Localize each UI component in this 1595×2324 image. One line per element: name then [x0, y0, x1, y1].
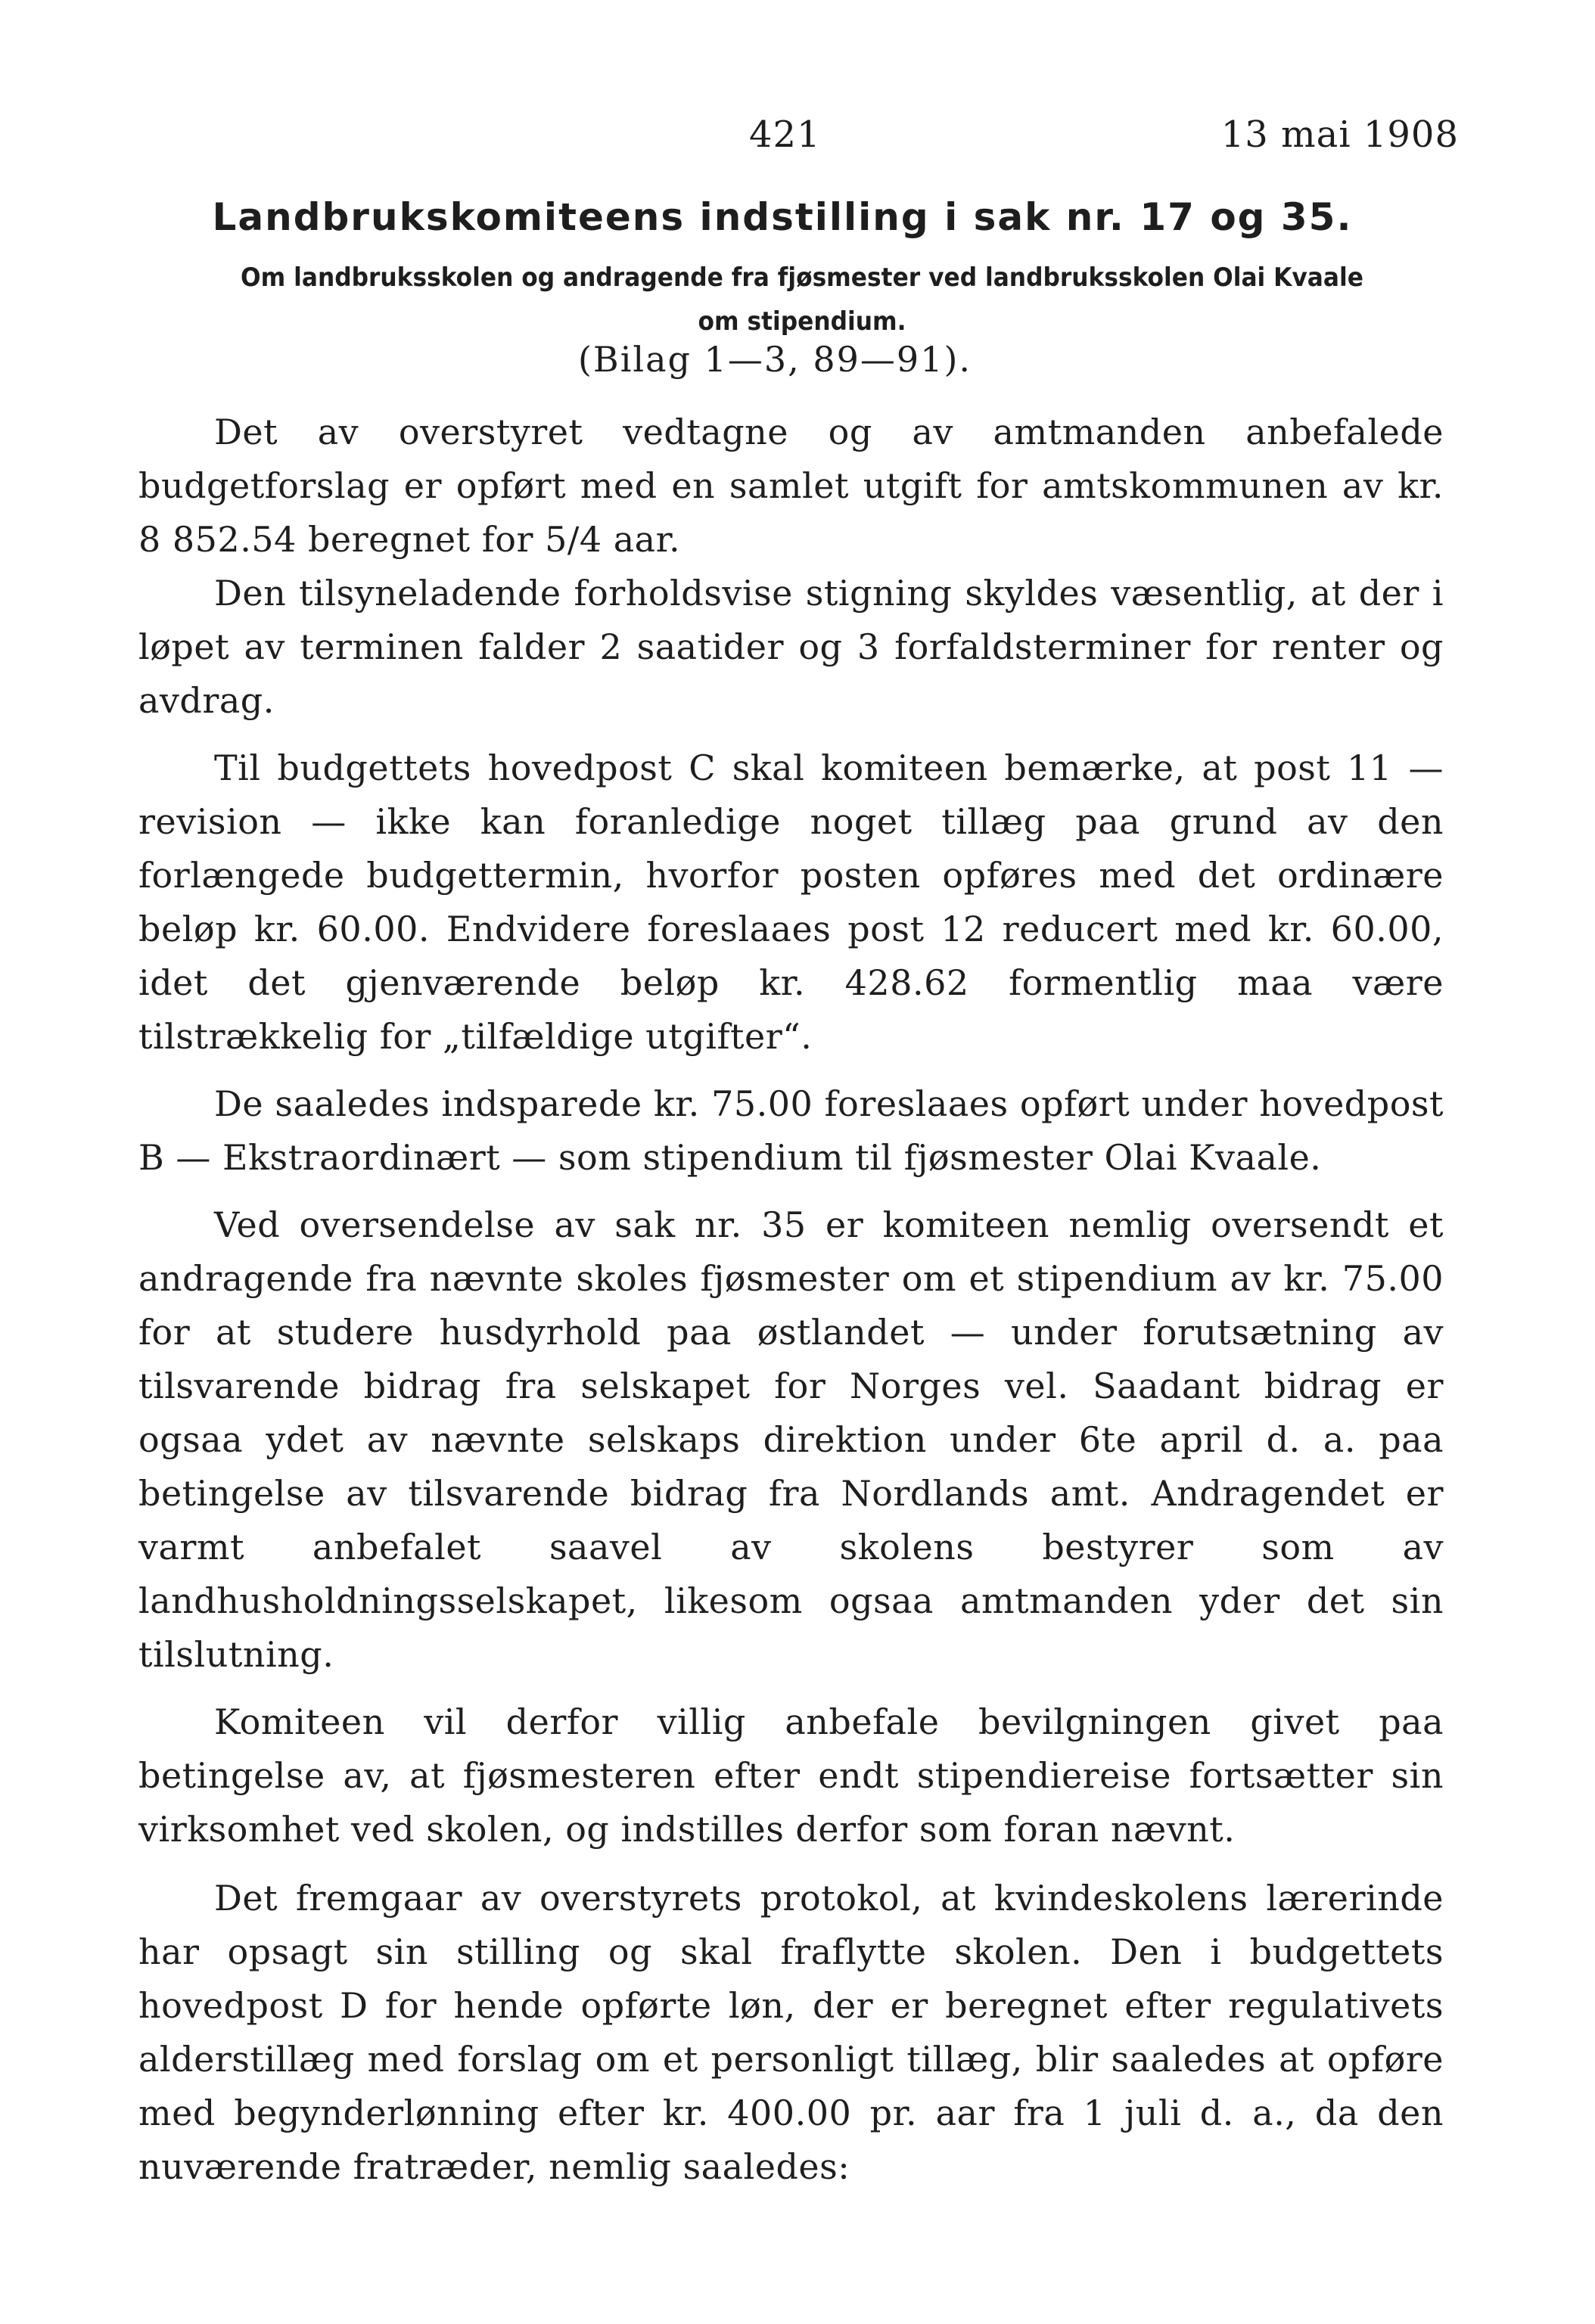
page-header — [0, 113, 1595, 174]
paragraph-post-c: Til budgettets hovedpost C skal komiteen bemærke, at post 11 — revision — ikke kan foranledige noget tillæg paa grund av den forlængede budgettermin, hvorfor posten opføres med det ordinære beløp kr. 60.00. Endvidere foreslaaes post 12 reducert med kr. 60.00, idet det gjenværende beløp kr. 428.62 formentlig maa være tilstrækkelig for „tilfældige utgifter“. — [138, 747, 1444, 1057]
body-text — [138, 405, 1444, 2194]
page-number: 421 — [749, 113, 821, 156]
paragraph-increase: Den tilsyneladende forholdsvise stigning skyldes væsentlig, at der i løpet av terminen falder 2 saatider og 3 forfaldsterminer for renter og avdrag. — [138, 573, 1444, 721]
document-title: Landbrukskomiteens indstilling i sak nr. 17 og 35. — [212, 195, 1353, 239]
paragraph-application: Ved oversendelse av sak nr. 35 er komiteen nemlig oversendt et andragende fra nævnte skoles fjøsmester om et stipendium av kr. 75.00 for at studere husdyrhold paa østlandet — under forutsætning av tilsvarende bidrag fra selskapet for Norges vel. Saadant bidrag er ogsaa ydet av nævnte selskaps direktion under 6te april d. a. paa betingelse av tilsvarende bidrag fra Nordlands amt. Andragendet er varmt anbefalet saavel av skolens bestyrer som av landhusholdningsselskapet, likesom ogsaa amtmanden yder det sin tilslutning. — [138, 1204, 1444, 1675]
paragraph-savings: De saaledes indsparede kr. 75.00 foreslaaes opført under hovedpost B — Ekstraordinært — som stipendium til fjøsmester Olai Kvaale. — [138, 1083, 1444, 1178]
paragraph-teacher: Det fremgaar av overstyrets protokol, at kvindeskolens lærerinde har opsagt sin stilling og skal fraflytte skolen. Den i budgettets hovedpost D for hende opførte løn, der er beregnet efter regulativets alderstillæg med forslag om et personligt tillæg, blir saaledes at opføre med begynderlønning efter kr. 400.00 pr. aar fra 1 juli d. a., da den nuværende fratræder, nemlig saaledes: — [138, 1878, 1444, 2187]
paragraph-budget: Det av overstyret vedtagne og av amtmanden anbefalede budgetforslag er opført med en samlet utgift for amtskommunen av kr. 8 852.54 beregnet for 5/4 aar. — [138, 412, 1444, 560]
paragraph-recommendation: Komiteen vil derfor villig anbefale bevilgningen givet paa betingelse av, at fjøsmesteren efter endt stipendiereise fortsætter sin virksomhet ved skolen, og indstilles derfor som foran nævnt. — [138, 1701, 1444, 1850]
attachment-reference: (Bilag 1—3, 89—91). — [577, 339, 972, 380]
page-date: 13 mai 1908 — [1220, 113, 1459, 156]
document-subtitle: Om landbruksskolen og andragende fra fjøsmester ved landbruksskolen Olai Kvaale om stipendium. — [241, 263, 1363, 337]
